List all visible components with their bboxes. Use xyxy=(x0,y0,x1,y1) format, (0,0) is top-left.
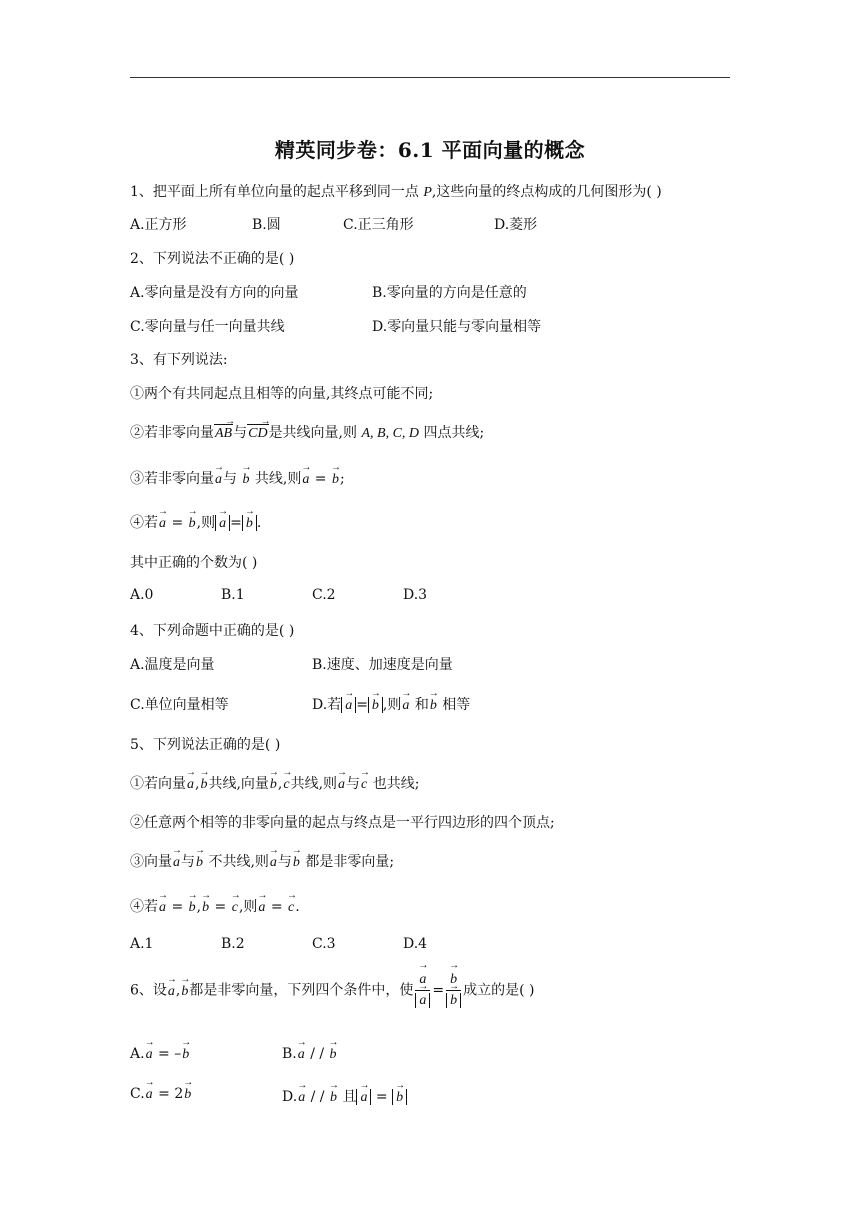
q1-option-c[interactable]: C.正三角形 xyxy=(343,217,414,233)
q5-option-a[interactable]: A.1 xyxy=(130,936,154,952)
q1-option-d[interactable]: D.菱形 xyxy=(494,217,538,233)
q6-option-d[interactable]: D.→ a / / → b 且→ a = → b xyxy=(282,1086,407,1106)
vector-cd: CD → xyxy=(247,426,268,442)
question-6-stem: 6、设→ a,→ b都是非零向量，下列四个条件中，使 → a → a = → b → b 成立的是( ) xyxy=(130,970,534,1011)
q4-option-a[interactable]: A.温度是向量 xyxy=(130,657,215,673)
page-title: 精英同步卷：6.1 平面向量的概念 xyxy=(274,138,586,162)
fraction-b-over-norm-b: → b → b xyxy=(446,970,461,1011)
q3-statement-4: ④若→ a = → b,则→ a =→ b . xyxy=(130,512,261,532)
q3-option-d[interactable]: D.3 xyxy=(403,587,428,603)
q5-statement-1: ①若向量→ a,→ b共线,向量→ b,→ c共线,则→ a与→ c 也共线; xyxy=(130,773,419,793)
q1-option-b[interactable]: B.圆 xyxy=(252,217,281,233)
q4-option-c[interactable]: C.单位向量相等 xyxy=(130,697,229,713)
q6-option-a[interactable]: A.→ a = –→ b xyxy=(130,1046,190,1063)
q5-option-d[interactable]: D.4 xyxy=(403,936,428,952)
question-3-stem: 3、有下列说法: xyxy=(130,352,228,368)
q4-option-b[interactable]: B.速度、加速度是向量 xyxy=(312,657,453,673)
q5-option-b[interactable]: B.2 xyxy=(221,936,245,952)
q1-option-a[interactable]: A.正方形 xyxy=(130,217,187,233)
q3-statement-1: ①两个有共同起点且相等的向量,其终点可能不同; xyxy=(130,386,434,402)
q3-statement-3: ③若非零向量→ a与 → b 共线,则→ a = → b; xyxy=(130,468,345,488)
q5-statement-4: ④若→ a = → b,→ b = → c,则→ a = → c. xyxy=(130,896,300,916)
question-5-stem: 5、下列说法正确的是( ) xyxy=(130,737,281,753)
q3-option-b[interactable]: B.1 xyxy=(221,587,245,603)
q4-option-d[interactable]: D.若→ a =→ b ,则→ a 和→ b 相等 xyxy=(312,694,470,714)
q5-statement-3: ③向量→ a与→ b 不共线,则→ a与→ b 都是非零向量; xyxy=(130,851,394,871)
q3-ask: 其中正确的个数为( ) xyxy=(130,555,258,571)
q3-statement-2: ②若非零向量AB →与CD →是共线向量,则 A, B, C, D 四点共线; xyxy=(130,422,484,442)
q6-option-c[interactable]: C.→ a = 2→ b xyxy=(130,1086,192,1103)
q2-option-c[interactable]: C.零向量与任一向量共线 xyxy=(130,319,285,335)
q6-option-b[interactable]: B.→ a / / → b xyxy=(282,1046,338,1063)
question-1-stem: 1、把平面上所有单位向量的起点平移到同一点 P,这些向量的终点构成的几何图形为( ) xyxy=(130,184,662,200)
question-2-stem: 2、下列说法不正确的是( ) xyxy=(130,251,295,267)
header-rule xyxy=(130,77,730,78)
q5-statement-2: ②任意两个相等的非零向量的起点与终点是一平行四边形的四个顶点; xyxy=(130,815,555,831)
q2-option-a[interactable]: A.零向量是没有方向的向量 xyxy=(130,285,299,301)
fraction-a-over-norm-a: → a → a xyxy=(415,970,430,1011)
question-4-stem: 4、下列命题中正确的是( ) xyxy=(130,623,295,639)
vector-ab: AB → xyxy=(214,426,233,442)
q3-option-a[interactable]: A.0 xyxy=(130,587,154,603)
q3-option-c[interactable]: C.2 xyxy=(312,587,336,603)
q2-option-b[interactable]: B.零向量的方向是任意的 xyxy=(372,285,527,301)
q2-option-d[interactable]: D.零向量只能与零向量相等 xyxy=(372,319,542,335)
q5-option-c[interactable]: C.3 xyxy=(312,936,336,952)
